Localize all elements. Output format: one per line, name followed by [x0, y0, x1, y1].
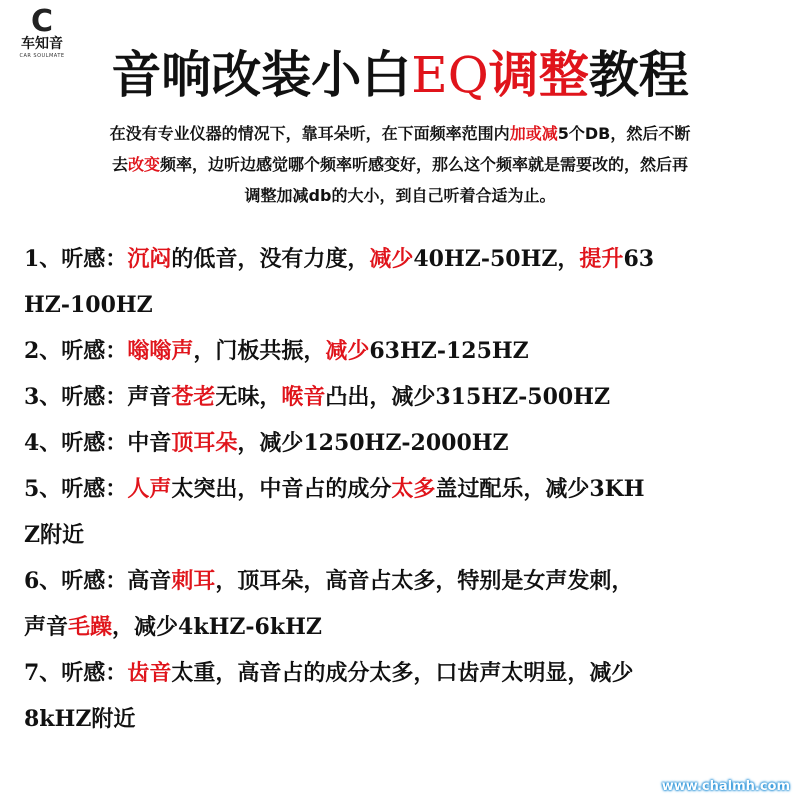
tip-text: 3、听感：声音 — [24, 384, 172, 410]
tip-line — [24, 558, 788, 604]
tip-text: 4、听感：中音 — [24, 430, 172, 456]
tip-text: 1、听感： — [24, 246, 128, 272]
intro-highlight: 加或减 — [509, 124, 558, 143]
tip-text: 40HZ-50HZ， — [413, 246, 580, 272]
intro-line-1 — [14, 118, 786, 149]
tip-line: 8kHZ附近 — [24, 706, 136, 732]
tip-text: 63HZ-125HZ — [369, 338, 529, 364]
title-part-1: 音响改装小白 — [111, 45, 412, 104]
tip-highlight: 嗡嗡声 — [127, 338, 194, 364]
tip-text: 63 — [623, 246, 655, 272]
tip-item-7 — [24, 650, 788, 742]
intro-line-3: 调整加减db的大小，到自己听着合适为止。 — [244, 186, 556, 205]
tip-highlight: 喉音 — [281, 384, 326, 410]
title-part-eq: EQ — [411, 46, 489, 104]
tip-highlight: 毛躁 — [68, 614, 113, 640]
tip-highlight: 顶耳朵 — [171, 430, 238, 456]
tip-text: 2、听感： — [24, 338, 128, 364]
tip-text: ，减少4kHZ-6kHZ — [112, 614, 322, 640]
tip-line — [24, 604, 788, 650]
tip-text: 声音 — [24, 614, 69, 640]
logo-subtitle: CAR SOULMATE — [19, 53, 65, 59]
tip-highlight: 太多 — [391, 476, 436, 502]
intro-text: 去 — [111, 155, 128, 174]
tip-highlight: 沉闷 — [127, 246, 172, 272]
tip-line — [24, 466, 788, 512]
intro-text: 频率，边听边感觉哪个频率听感变好，那么这个频率就是需要改的，然后再 — [160, 155, 689, 174]
tip-highlight: 减少 — [369, 246, 414, 272]
tip-highlight: 刺耳 — [171, 568, 216, 594]
tip-line: HZ-100HZ — [24, 292, 153, 318]
logo-name: 车知音 — [21, 36, 63, 52]
intro-highlight: 改变 — [127, 155, 160, 174]
tip-text: ，门板共振， — [193, 338, 326, 364]
tip-highlight: 苍老 — [171, 384, 216, 410]
tip-text: ，减少1250HZ-2000HZ — [237, 430, 509, 456]
tip-text: 无味， — [215, 384, 282, 410]
title-part-4: 教程 — [588, 45, 689, 104]
page-title — [0, 42, 800, 108]
watermark: www.chalmh.com — [661, 779, 790, 794]
tip-highlight: 人声 — [127, 476, 172, 502]
intro-text: 5个DB，然后不断 — [557, 124, 691, 143]
tip-item-1 — [24, 236, 788, 328]
tips-list — [24, 236, 788, 742]
tip-text: 的低音，没有力度， — [171, 246, 370, 272]
tip-item-2 — [24, 328, 788, 374]
tip-line — [24, 236, 788, 282]
tip-item-6 — [24, 558, 788, 650]
tip-line: Z附近 — [24, 522, 85, 548]
tip-text: 凸出，减少315HZ-500HZ — [325, 384, 611, 410]
tip-item-5 — [24, 466, 788, 558]
tip-highlight: 提升 — [579, 246, 624, 272]
intro-paragraph — [14, 118, 786, 211]
tip-line — [24, 650, 788, 696]
title-part-highlight: 调整 — [488, 45, 589, 104]
intro-text: 在没有专业仪器的情况下，靠耳朵听，在下面频率范围内 — [109, 124, 510, 143]
tip-text: 7、听感： — [24, 660, 128, 686]
logo-mark: C — [30, 4, 54, 39]
tip-text: 太突出，中音占的成分 — [171, 476, 392, 502]
tip-text: ，顶耳朵，高音占太多，特别是女声发刺， — [215, 568, 634, 594]
tip-text: 太重，高音占的成分太多，口齿声太明显，减少 — [171, 660, 634, 686]
intro-line-2 — [14, 149, 786, 180]
tip-highlight: 减少 — [325, 338, 370, 364]
tip-item-4 — [24, 420, 788, 466]
tip-item-3 — [24, 374, 788, 420]
tip-text: 6、听感：高音 — [24, 568, 172, 594]
tip-text: 盖过配乐，减少3KH — [435, 476, 645, 502]
tip-text: 5、听感： — [24, 476, 128, 502]
tip-highlight: 齿音 — [127, 660, 172, 686]
